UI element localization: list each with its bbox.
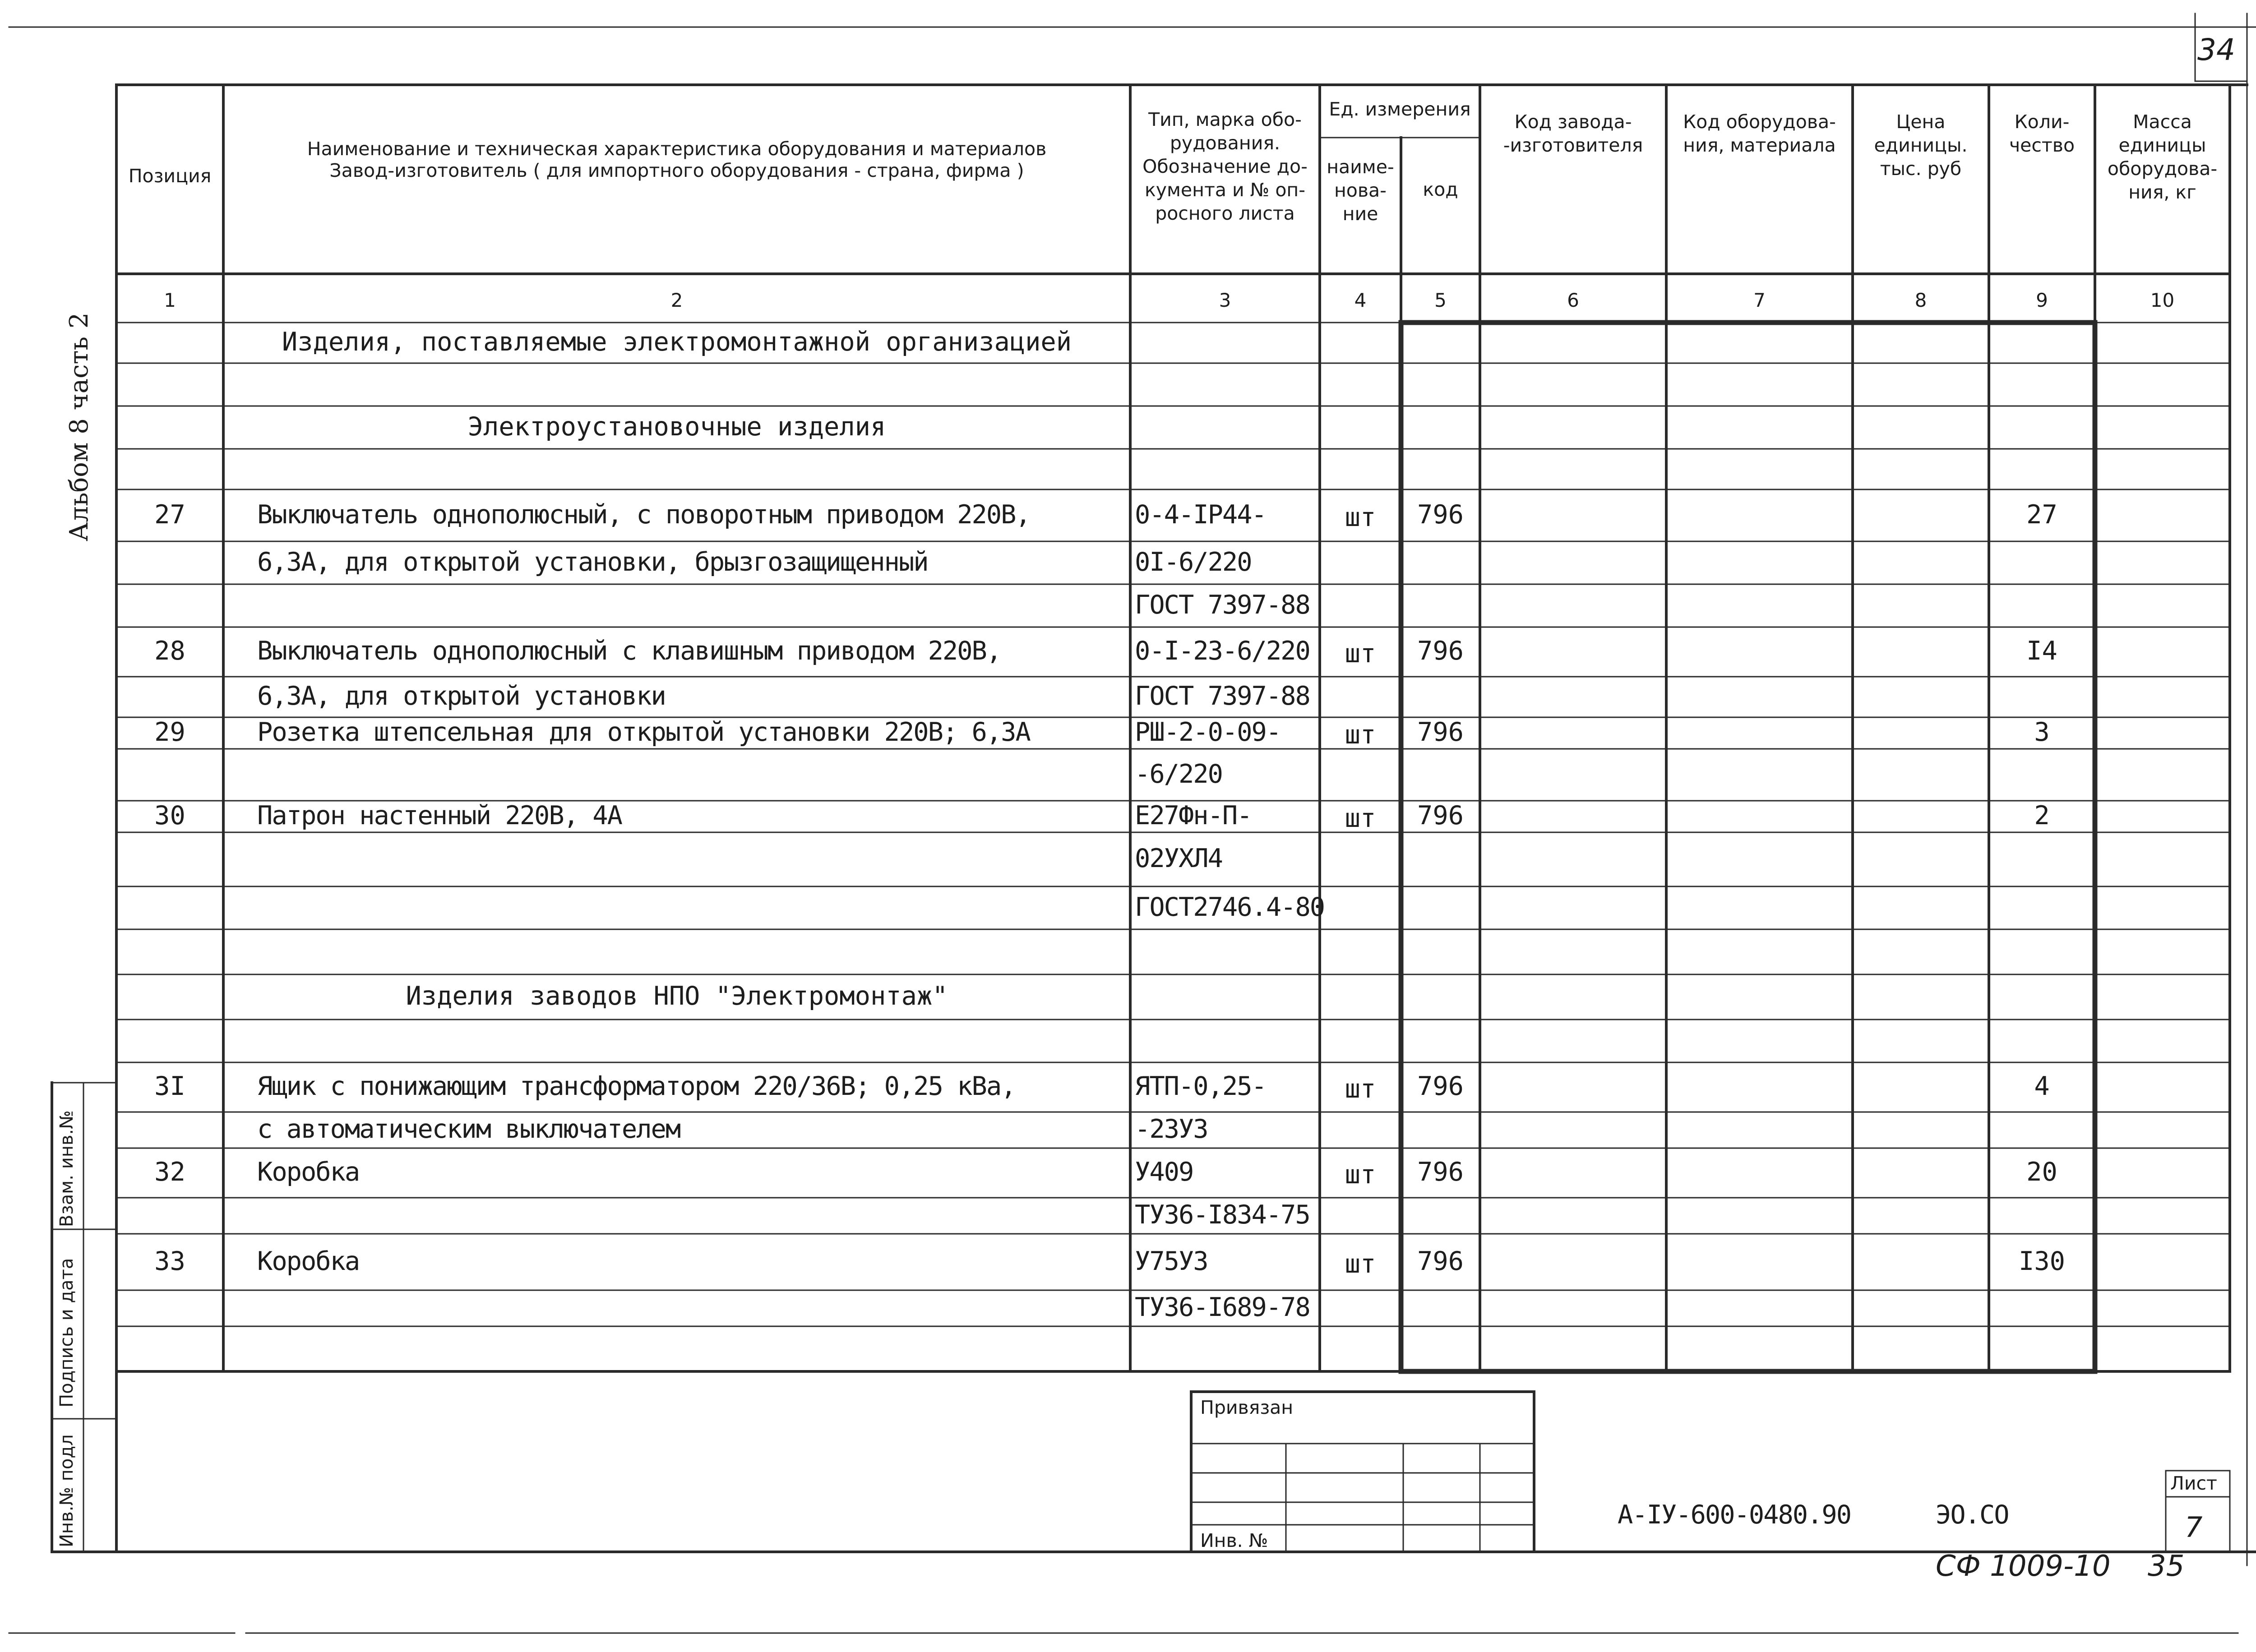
- header-position: Позиция: [128, 165, 212, 187]
- header-name: Завод-изготовитель ( для импортного оборудования - страна, фирма ): [329, 160, 1024, 181]
- row-name: Патрон настенный 220В, 4А: [257, 801, 622, 831]
- row-code: 796: [1417, 636, 1464, 666]
- row-type: 0-4-IP44-: [1135, 500, 1266, 530]
- row-code: 796: [1417, 801, 1464, 831]
- section-heading: Изделия, поставляемые электромонтажной организацией: [282, 327, 1072, 357]
- row-type: ГОСТ 7397-88: [1135, 681, 1310, 711]
- column-number: 7: [1753, 289, 1766, 311]
- row-unit: шт: [1345, 803, 1376, 833]
- row-quantity: 20: [2026, 1157, 2057, 1187]
- row-unit: шт: [1345, 1249, 1376, 1279]
- row-quantity: I30: [2019, 1246, 2065, 1276]
- row-name: Выключатель однополюсный, с поворотным приводом 220В,: [257, 500, 1030, 530]
- row-position: 30: [154, 801, 185, 831]
- header-quantity: Коли-: [2014, 111, 2070, 133]
- stamp-inv-podl: Инв.№ подл: [56, 1434, 77, 1547]
- row-code: 796: [1417, 1071, 1464, 1101]
- document-code: А-IУ-600-0480.90: [1618, 1500, 1851, 1530]
- header-type: Обозначение до-: [1142, 156, 1308, 177]
- row-position: 29: [154, 717, 185, 747]
- column-number: 4: [1354, 289, 1367, 311]
- stamp-vzam-inv: Взам. инв.№: [56, 1110, 77, 1227]
- row-type: У409: [1135, 1157, 1193, 1187]
- header-equipment-code: ния, материала: [1683, 134, 1836, 156]
- column-number: 8: [1914, 289, 1927, 311]
- row-type: 02УХЛ4: [1135, 844, 1222, 873]
- row-quantity: 3: [2034, 717, 2050, 747]
- header-type: рудования.: [1170, 132, 1281, 154]
- column-number: 1: [164, 289, 176, 311]
- header-type: Тип, марка обо-: [1148, 109, 1302, 130]
- row-type: 0I-6/220: [1135, 547, 1252, 577]
- row-code: 796: [1417, 1157, 1464, 1187]
- header-unit-name: нова-: [1334, 180, 1387, 201]
- row-type: ТУ36-I834-75: [1135, 1200, 1310, 1230]
- list-number: 7: [2185, 1511, 2203, 1544]
- row-type: ГОСТ2746.4-80: [1135, 892, 1325, 922]
- row-name: Коробка: [257, 1246, 360, 1276]
- row-type: 0-I-23-6/220: [1135, 636, 1310, 666]
- row-position: 28: [154, 636, 185, 666]
- row-quantity: 27: [2026, 500, 2057, 530]
- header-factory-code: -изготовителя: [1503, 134, 1643, 156]
- row-code: 796: [1417, 1246, 1464, 1276]
- row-unit: шт: [1345, 503, 1376, 532]
- header-price: единицы.: [1874, 134, 1968, 156]
- row-name: 6,3А, для открытой установки: [257, 681, 666, 711]
- column-number: 9: [2036, 289, 2048, 311]
- row-unit: шт: [1345, 720, 1376, 750]
- header-type: кумента и № оп-: [1144, 179, 1306, 201]
- row-name: 6,3А, для открытой установки, брызгозащищенный: [257, 547, 928, 577]
- row-code: 796: [1417, 717, 1464, 747]
- row-code: 796: [1417, 500, 1464, 530]
- header-mass: единицы: [2118, 134, 2206, 156]
- section-heading: Изделия заводов НПО "Электромонтаж": [406, 981, 948, 1011]
- row-type: ГОСТ 7397-88: [1135, 590, 1310, 620]
- header-type: росного листа: [1155, 203, 1295, 224]
- row-type: ЯТП-0,25-: [1135, 1071, 1266, 1101]
- column-number: 10: [2150, 289, 2175, 311]
- row-name: с автоматическим выключателем: [257, 1114, 680, 1144]
- row-name: Розетка штепсельная для открытой установки 220В; 6,3А: [257, 717, 1030, 747]
- header-price: тыс. руб: [1880, 158, 1962, 180]
- handwritten-page: 35: [2148, 1550, 2185, 1583]
- header-name: Наименование и техническая характеристика оборудования и материалов: [307, 138, 1047, 160]
- row-quantity: 4: [2034, 1071, 2050, 1101]
- header-equipment-code: Код оборудова-: [1683, 111, 1836, 133]
- header-unit-name: ние: [1342, 203, 1378, 225]
- column-number: 6: [1567, 289, 1579, 311]
- header-quantity: чество: [2009, 134, 2075, 156]
- row-name: Коробка: [257, 1157, 360, 1187]
- column-number: 2: [670, 289, 683, 311]
- album-side-label: Альбом 8 часть 2: [65, 312, 94, 541]
- row-type: ТУ36-I689-78: [1135, 1292, 1310, 1322]
- row-type: -6/220: [1135, 759, 1222, 789]
- row-unit: шт: [1345, 639, 1376, 669]
- header-mass: оборудова-: [2107, 158, 2218, 180]
- header-unit-code: код: [1423, 179, 1458, 200]
- header-mass: ния, кг: [2128, 181, 2196, 203]
- row-unit: шт: [1345, 1160, 1376, 1190]
- row-position: 27: [154, 500, 185, 530]
- row-type: РШ-2-0-09-: [1135, 717, 1281, 747]
- row-type: У75У3: [1135, 1246, 1208, 1276]
- header-mass: Масса: [2133, 111, 2192, 133]
- row-position: 32: [154, 1157, 185, 1187]
- row-name: Ящик с понижающим трансформатором 220/36В; 0,25 кВа,: [257, 1071, 1016, 1101]
- header-factory-code: Код завода-: [1514, 111, 1632, 133]
- list-label: Лист: [2170, 1472, 2217, 1494]
- handwritten-code: СФ 1009-10: [1936, 1550, 2111, 1583]
- privyazan-label: Привязан: [1200, 1397, 1294, 1418]
- row-quantity: 2: [2034, 801, 2050, 831]
- sheet-mark: ЭО.СО: [1936, 1500, 2009, 1530]
- column-number: 3: [1219, 289, 1231, 311]
- stamp-podpis-data: Подпись и дата: [56, 1258, 77, 1407]
- row-position: 3I: [154, 1071, 185, 1101]
- row-position: 33: [154, 1246, 185, 1276]
- column-number: 5: [1434, 289, 1447, 311]
- section-heading: Электроустановочные изделия: [467, 412, 886, 442]
- row-unit: шт: [1345, 1074, 1376, 1104]
- header-price: Цена: [1896, 111, 1946, 133]
- row-name: Выключатель однополюсный с клавишным приводом 220В,: [257, 636, 1001, 666]
- row-type: Е27Фн-П-: [1135, 801, 1252, 831]
- inv-no-label: Инв. №: [1200, 1530, 1268, 1551]
- header-unit-name: наиме-: [1327, 156, 1394, 178]
- row-type: -23У3: [1135, 1114, 1208, 1144]
- header-unit: Ед. измерения: [1329, 98, 1471, 120]
- row-quantity: I4: [2026, 636, 2057, 666]
- page-number: 34: [2197, 32, 2235, 67]
